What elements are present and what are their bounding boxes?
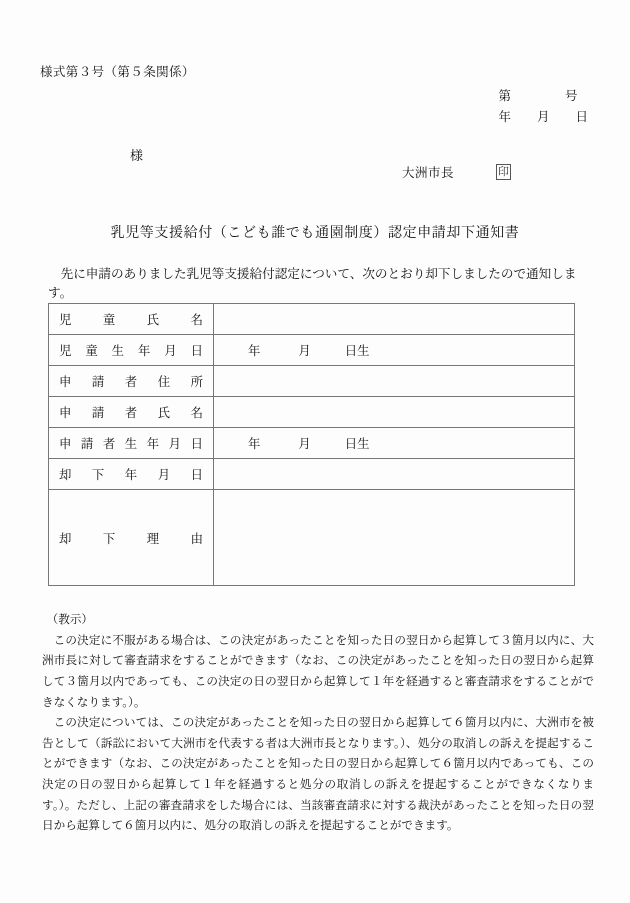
row-value[interactable] xyxy=(214,397,575,428)
date-entry-slots xyxy=(222,341,370,359)
row-label: 申請者氏名 xyxy=(49,397,214,428)
document-date-line xyxy=(498,107,588,128)
table-row xyxy=(49,490,575,586)
document-number-block xyxy=(498,86,588,128)
row-value[interactable] xyxy=(214,428,575,459)
document-number-prefix: 第 xyxy=(498,89,511,103)
document-number-suffix: 号 xyxy=(564,89,578,103)
issuer-block xyxy=(402,163,511,181)
table-row xyxy=(49,428,575,459)
row-value[interactable] xyxy=(214,490,575,586)
table-row xyxy=(49,366,575,397)
document-number-line xyxy=(498,86,588,107)
form-number-label: 様式第３号（第５条関係） xyxy=(40,65,195,79)
notice-section xyxy=(42,610,594,837)
page-title: 乳児等支援給付（こども誰でも通園制度）認定申請却下通知書 xyxy=(110,226,520,241)
addressee-honorific: 様 xyxy=(130,148,144,163)
day-label: 日生 xyxy=(344,344,370,358)
table-row xyxy=(49,459,575,490)
seal-stamp-icon: 印 xyxy=(498,166,510,178)
year-label: 年 xyxy=(248,344,261,358)
row-label: 児童生年月日 xyxy=(49,335,214,366)
date-entry-slots xyxy=(222,434,370,452)
intro-paragraph: 先に申請のありました乳児等支援給付認定について、次のとおり却下しましたので通知します。 xyxy=(48,267,577,300)
table-row xyxy=(49,304,575,335)
date-year-label: 年 xyxy=(498,110,511,124)
row-label: 却下理由 xyxy=(49,490,214,586)
month-label: 月 xyxy=(298,344,311,358)
row-value[interactable] xyxy=(214,304,575,335)
table-row xyxy=(49,397,575,428)
row-value[interactable] xyxy=(214,335,575,366)
row-label: 児童氏名 xyxy=(49,304,214,335)
applicant-info-table xyxy=(48,303,575,586)
row-label: 申請者住所 xyxy=(49,366,214,397)
row-value[interactable] xyxy=(214,366,575,397)
notice-paragraph-2: この決定については、この決定があったことを知った日の翌日から起算して６箇月以内に、大洲市を被告として（訴訟において大洲市を代表する者は大洲市長となります。）、処分の取消しの訴えを提起することができます（なお、この決定があったことを知った日の翌日から起算して６箇月以内であっても、この決定の日の翌日から起算して１年を経過すると処分の取消しの訴えを提起することができなくなります。）。ただし、上記の審査請求をした場合には、当該審査請求に対する裁決があったことを知った日の翌日から起算して６箇月以内に、処分の取消しの訴えを提起することができます。 xyxy=(42,716,594,833)
month-label: 月 xyxy=(298,437,311,451)
issuer-name: 大洲市長 xyxy=(402,166,455,180)
notice-paragraph-1: この決定に不服がある場合は、この決定があったことを知った日の翌日から起算して３箇月以内に、大洲市長に対して審査請求をすることができます（なお、この決定があったことを知った日の翌日から起算して３箇月以内であっても、この決定の日の翌日から起算して１年を経過すると審査請求をすることができなくなります。）。 xyxy=(42,633,594,709)
notice-heading: （教示） xyxy=(46,613,94,626)
day-label: 日生 xyxy=(344,437,370,451)
row-value[interactable] xyxy=(214,459,575,490)
date-month-label: 月 xyxy=(536,110,550,124)
year-label: 年 xyxy=(248,437,261,451)
table-row xyxy=(49,335,575,366)
table-body xyxy=(49,304,575,586)
row-label: 申請者生年月日 xyxy=(49,428,214,459)
date-day-label: 日 xyxy=(575,110,588,124)
row-label: 却下年月日 xyxy=(49,459,214,490)
